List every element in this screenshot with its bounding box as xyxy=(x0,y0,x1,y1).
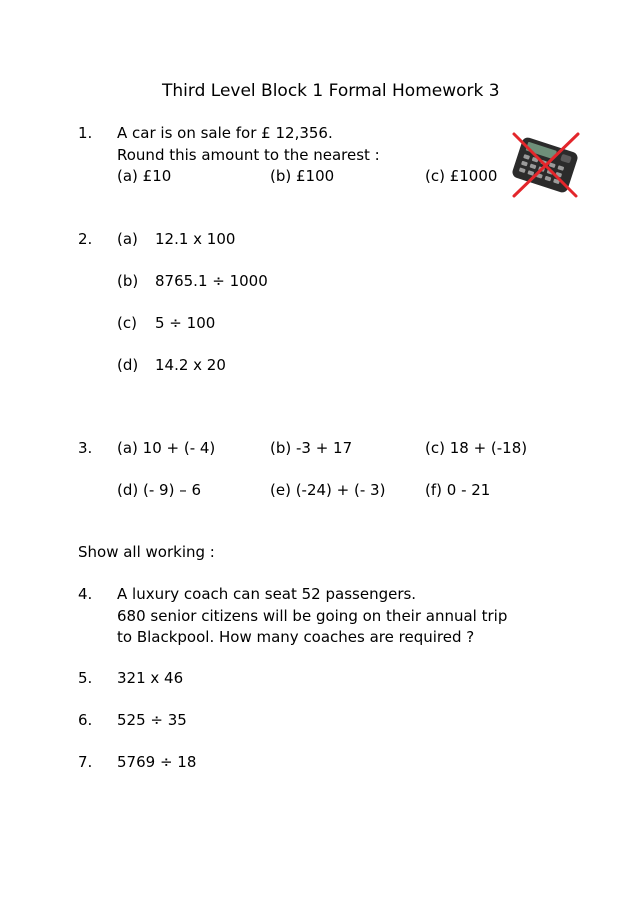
question-5-expression: 321 x 46 xyxy=(117,669,184,687)
question-2-part-d-label: (d) xyxy=(117,356,139,374)
question-3-part-f: (f) 0 - 21 xyxy=(425,481,491,499)
question-6-number: 6. xyxy=(78,711,93,729)
question-2-part-b-expression: 8765.1 ÷ 1000 xyxy=(155,272,268,290)
question-2-part-b-label: (b) xyxy=(117,272,139,290)
question-3-part-d: (d) (- 9) – 6 xyxy=(117,481,202,499)
question-1-part-a: (a) £10 xyxy=(117,167,172,185)
question-2-part-c-label: (c) xyxy=(117,314,137,332)
question-3-part-c: (c) 18 + (-18) xyxy=(425,439,528,457)
question-7-expression: 5769 ÷ 18 xyxy=(117,753,197,771)
question-7-number: 7. xyxy=(78,753,93,771)
question-4-line-2: 680 senior citizens will be going on their annual trip xyxy=(117,607,508,625)
question-2-part-c-expression: 5 ÷ 100 xyxy=(155,314,216,332)
question-2-part-d-expression: 14.2 x 20 xyxy=(155,356,226,374)
page-title: Third Level Block 1 Formal Homework 3 xyxy=(162,81,500,101)
question-3-part-b: (b) -3 + 17 xyxy=(270,439,353,457)
question-1-part-c: (c) £1000 xyxy=(425,167,498,185)
question-3-part-e: (e) (-24) + (- 3) xyxy=(270,481,386,499)
question-4-line-1: A luxury coach can seat 52 passengers. xyxy=(117,585,417,603)
question-1-line-2: Round this amount to the nearest : xyxy=(117,146,380,164)
question-3-number: 3. xyxy=(78,439,93,457)
question-1-part-b: (b) £100 xyxy=(270,167,335,185)
question-2-number: 2. xyxy=(78,230,93,248)
question-4-line-3: to Blackpool. How many coaches are required ? xyxy=(117,628,475,646)
question-2-part-a-expression: 12.1 x 100 xyxy=(155,230,236,248)
question-4-number: 4. xyxy=(78,585,93,603)
question-5-number: 5. xyxy=(78,669,93,687)
question-1-line-1: A car is on sale for £ 12,356. xyxy=(117,124,333,142)
question-1-number: 1. xyxy=(78,124,93,142)
question-2-part-a-label: (a) xyxy=(117,230,138,248)
question-6-expression: 525 ÷ 35 xyxy=(117,711,187,729)
no-calculator-icon xyxy=(508,130,582,200)
working-instruction: Show all working : xyxy=(78,543,215,561)
question-3-part-a: (a) 10 + (- 4) xyxy=(117,439,216,457)
